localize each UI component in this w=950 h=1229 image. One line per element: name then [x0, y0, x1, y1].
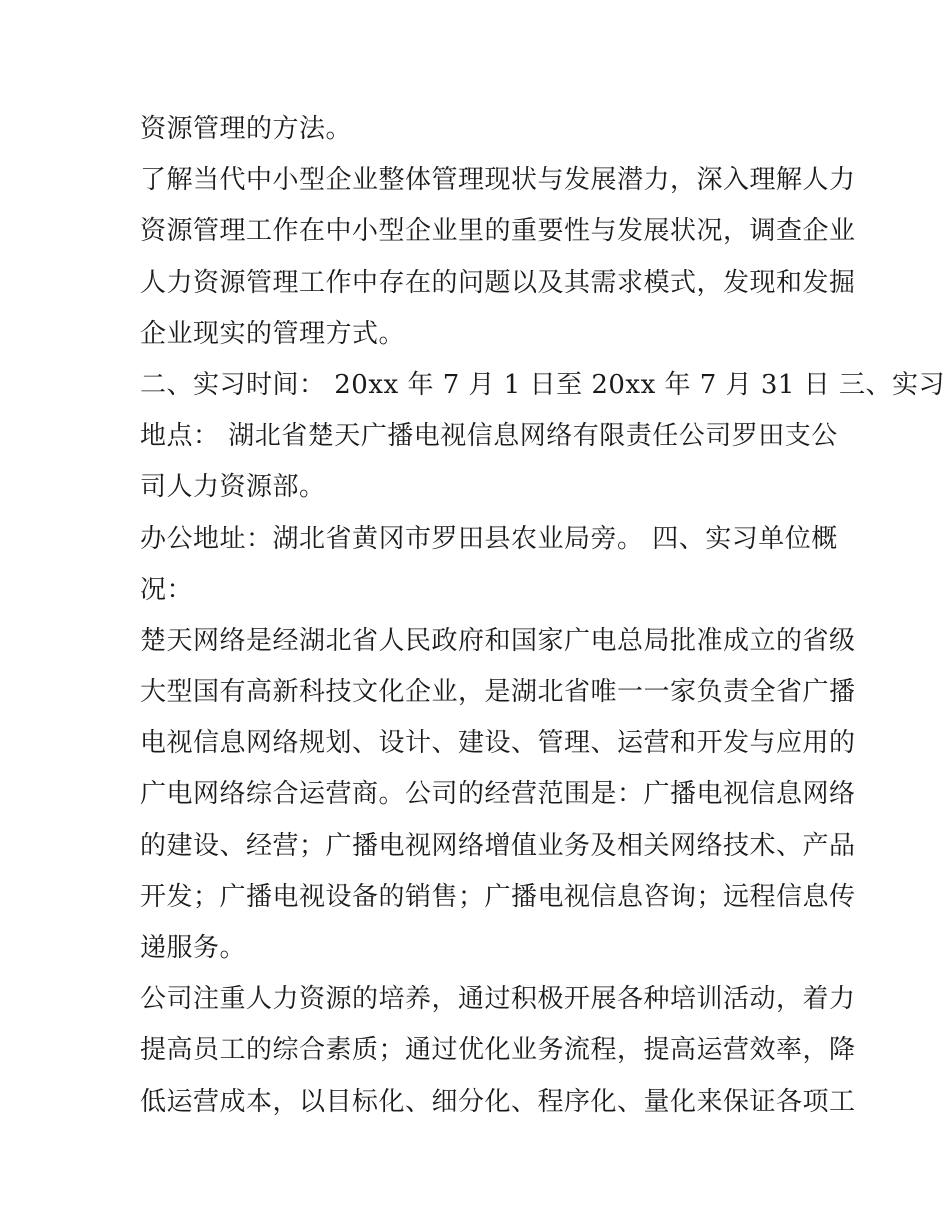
text-line: 广电网络综合运营商。公司的经营范围是：广播电视信息网络 [140, 779, 856, 810]
text-line: 地点： 湖北省楚天广播电视信息网络有限责任公司罗田支公 [140, 421, 838, 452]
text-line: 资源管理工作在中小型企业里的重要性与发展状况，调查企业 [140, 216, 856, 247]
text-line: 企业现实的管理方式。 [140, 318, 406, 349]
text-line: 电视信息网络规划、设计、建设、管理、运营和开发与应用的 [140, 728, 856, 759]
text-line: 大型国有高新科技文化企业，是湖北省唯一一家负责全省广播 [140, 677, 856, 708]
document-page [140, 104, 945, 1128]
text-line: 提高员工的综合素质；通过优化业务流程，提高运营效率，降 [140, 1035, 856, 1066]
text-line: 办公地址：湖北省黄冈市罗田县农业局旁。 四、实习单位概 [140, 523, 838, 554]
text-line: 公司注重人力资源的培养，通过积极开展各种培训活动，着力 [140, 984, 856, 1015]
text-line: 二、实习时间： 20xx 年 7 月 1 日至 20xx 年 7 月 31 日 三、实习 [140, 369, 945, 400]
text-line: 楚天网络是经湖北省人民政府和国家广电总局批准成立的省级 [140, 625, 856, 656]
text-line: 人力资源管理工作中存在的问题以及其需求模式，发现和发掘 [140, 267, 856, 298]
text-line: 递服务。 [140, 933, 247, 963]
text-line: 低运营成本，以目标化、细分化、程序化、量化来保证各项工 [140, 1086, 856, 1117]
text-line: 的建设、经营；广播电视网络增值业务及相关网络技术、产品 [140, 830, 856, 861]
text-line: 况： [140, 574, 194, 605]
text-line: 司人力资源部。 [140, 472, 326, 503]
text-line: 开发；广播电视设备的销售；广播电视信息咨询；远程信息传 [140, 881, 856, 912]
text-line: 了解当代中小型企业整体管理现状与发展潜力，深入理解人力 [140, 165, 856, 196]
text-line: 资源管理的方法。 [140, 114, 353, 144]
